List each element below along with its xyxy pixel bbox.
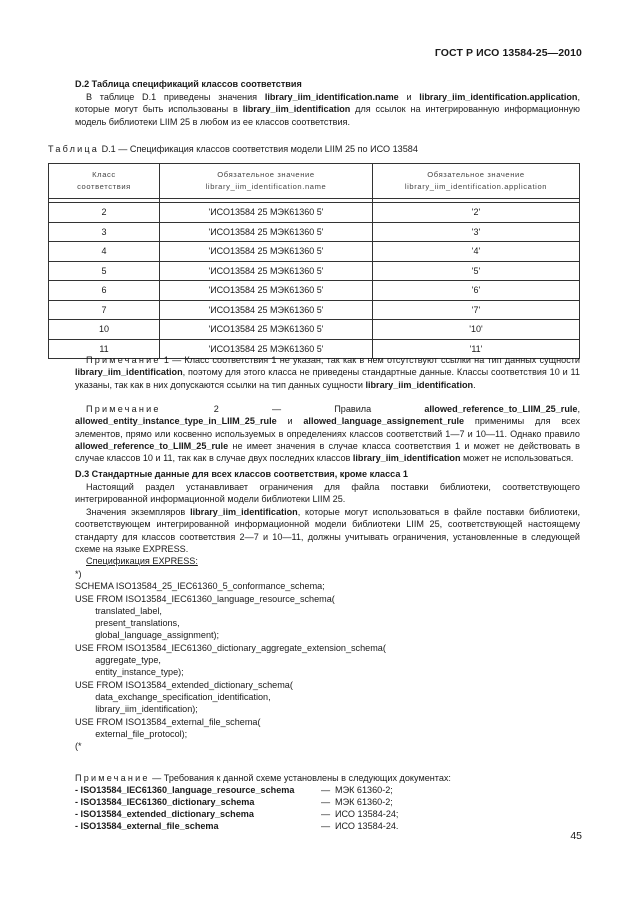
- schema-name: - ISO13584_IEC61360_dictionary_schema: [75, 797, 255, 808]
- schema-name: - ISO13584_IEC61360_language_resource_schema: [75, 785, 295, 796]
- note-1: [75, 354, 580, 391]
- section-d2-paragraph: [75, 91, 580, 128]
- section-d2-title: D.2 Таблица спецификаций классов соответствия: [75, 79, 302, 89]
- dash: —: [321, 797, 331, 808]
- standard-ref: МЭК 61360-2;: [335, 785, 393, 796]
- cell-class: 10: [49, 320, 160, 340]
- header-application: [373, 164, 580, 199]
- table-row: [49, 261, 580, 281]
- list-item: [75, 796, 451, 808]
- cell-application: '11': [373, 339, 580, 359]
- term: library_iim_identification: [242, 104, 351, 115]
- cell-class: 4: [49, 242, 160, 262]
- term: library_iim_identification: [75, 367, 183, 378]
- text: ,: [577, 404, 580, 414]
- table-row: [49, 242, 580, 262]
- table-row: [49, 300, 580, 320]
- text: — Требования к данной схеме установлены в следующих документах:: [149, 773, 451, 783]
- standard-ref: ИСО 13584-24.: [335, 821, 399, 832]
- header-line: Класс: [92, 170, 116, 179]
- term: allowed_entity_instance_type_in_LIIM_25_rule: [75, 416, 277, 427]
- caption-text: D.1 — Спецификация классов соответствия модели LIIM 25 по ИСО 13584: [99, 144, 418, 154]
- note-label: Примечание: [86, 404, 161, 414]
- conformance-class-table: [48, 163, 580, 359]
- term: library_iim_identification: [352, 453, 461, 464]
- header-line: Обязательное значение: [427, 170, 525, 179]
- text: не имеет значения в случае класса соответствия 1 и может не действовать в случае классов 10 и 11, так как в случае двух последних классов: [75, 440, 580, 464]
- standard-ref: МЭК 61360-2;: [335, 797, 393, 808]
- text: может не использоваться.: [460, 453, 574, 464]
- cell-class: 6: [49, 281, 160, 301]
- term: library_iim_identification.name: [264, 92, 399, 102]
- note-label: Примечание: [75, 773, 150, 783]
- list-item: [75, 820, 451, 832]
- header-class: [49, 164, 160, 199]
- schema-name: - ISO13584_extended_dictionary_schema: [75, 809, 254, 820]
- standard-ref: ИСО 13584-24;: [335, 809, 399, 820]
- header-line: library_iim_identification.application: [404, 182, 548, 191]
- express-spec-label: Спецификация EXPRESS:: [86, 556, 198, 566]
- text: и: [398, 92, 420, 102]
- term: allowed_reference_to_LIIM_25_rule: [424, 404, 578, 414]
- term: allowed_language_assignement_rule: [303, 416, 465, 427]
- header-line: library_iim_identification.name: [205, 182, 327, 191]
- term: allowed_reference_to_LIIM_25_rule: [75, 440, 229, 451]
- schema-name: - ISO13584_external_file_schema: [75, 821, 219, 832]
- term: library_iim_identification: [365, 379, 474, 390]
- dash: —: [321, 785, 331, 796]
- term: library_iim_identification.application: [419, 92, 578, 102]
- text: для ссылок на интегрированную информационную модель библиотеки LIIM 25 в любом из ее классов соответствия.: [75, 104, 580, 127]
- text: .: [473, 379, 476, 390]
- section-d3-paragraph-1: Настоящий раздел устанавливает ограничения для файла поставки библиотеки, соответствующего интегрированной информационной модели библиотеки LIIM 25.: [75, 482, 580, 505]
- cell-class: 7: [49, 300, 160, 320]
- table-row: [49, 320, 580, 340]
- table-row: [49, 222, 580, 242]
- cell-application: '6': [373, 281, 580, 301]
- page-number: 45: [570, 830, 582, 842]
- document-header: ГОСТ Р ИСО 13584-25—2010: [434, 47, 582, 59]
- list-item: [75, 808, 451, 820]
- header-line: соответствия: [77, 182, 131, 191]
- note-label: Примечание: [86, 355, 161, 365]
- text: , которые могут использоваться в файле поставки библиотеки, соответствующем интегрированной информационной модели библиотеки LIIM 25, соответствующей настоящему стандарту для классов соответствия 2—7 и 10—11, должны учитывать ограничения, установленные в следующей схеме на языке EXPRESS.: [75, 507, 581, 554]
- table-row: [49, 203, 580, 223]
- cell-application: '2': [373, 203, 580, 223]
- header-line: Обязательное значение: [217, 170, 315, 179]
- section-d3-title: D.3 Стандартные данные для всех классов соответствия, кроме класса 1: [75, 469, 408, 479]
- caption-prefix: Таблица: [48, 144, 100, 154]
- text: и: [276, 416, 304, 427]
- dash: —: [321, 821, 331, 832]
- docs-note-intro: [75, 772, 451, 784]
- text: Значения экземпляров: [86, 507, 191, 517]
- text: , поэтому для этого класса не приведены стандартные данные. Классы соответствия 10 и 11 указаны, так как в них допускаются ссылки на тип данных сущности: [75, 367, 580, 390]
- table-header-row: [49, 164, 580, 199]
- cell-application: '7': [373, 300, 580, 320]
- dash: —: [321, 809, 331, 820]
- cell-name: 'ИСО13584 25 МЭК61360 5': [160, 320, 373, 340]
- cell-name: 'ИСО13584 25 МЭК61360 5': [160, 339, 373, 359]
- cell-name: 'ИСО13584 25 МЭК61360 5': [160, 242, 373, 262]
- text: применимы для всех элементов, прямо или косвенно используемых в определениях классов соответствий 1—7 и 10—11. Однако правило: [75, 416, 580, 439]
- cell-class: 5: [49, 261, 160, 281]
- cell-name: 'ИСО13584 25 МЭК61360 5': [160, 300, 373, 320]
- header-name: [160, 164, 373, 199]
- schema-documents-note: [75, 772, 451, 832]
- table-caption: [48, 144, 418, 154]
- cell-name: 'ИСО13584 25 МЭК61360 5': [160, 281, 373, 301]
- cell-class: 3: [49, 222, 160, 242]
- text: 2 — Правила: [160, 404, 425, 414]
- express-code-block: *) SCHEMA ISO13584_25_IEC61360_5_conformance_schema; USE FROM ISO13584_IEC61360_language_resource_schema( translated_label, present_translations, global_language_assignment); USE FROM ISO13584_IEC61360_dictionary_aggregate_extension_schema( aggregate_type, entity_instance_type); USE FROM ISO13584_extended_dictionary_schema( data_exchange_specification_identification, library_iim_identification); USE FROM ISO13584_external_file_schema( external_file_protocol); (*: [75, 569, 386, 752]
- note-2: [75, 403, 580, 464]
- cell-class: 2: [49, 203, 160, 223]
- table-row: [49, 281, 580, 301]
- text: 1 — Класс соответствия 1 не указан, так как в нем отсутствуют ссылки на тип данных сущности: [160, 355, 580, 365]
- cell-name: 'ИСО13584 25 МЭК61360 5': [160, 261, 373, 281]
- cell-name: 'ИСО13584 25 МЭК61360 5': [160, 203, 373, 223]
- text: В таблице D.1 приведены значения: [86, 92, 265, 102]
- cell-application: '3': [373, 222, 580, 242]
- cell-application: '5': [373, 261, 580, 281]
- term: library_iim_identification: [190, 507, 298, 517]
- list-item: [75, 784, 451, 796]
- text: , которые могут быть использованы в: [75, 92, 580, 115]
- cell-name: 'ИСО13584 25 МЭК61360 5': [160, 222, 373, 242]
- cell-application: '10': [373, 320, 580, 340]
- section-d3-paragraph-2: [75, 506, 580, 555]
- cell-application: '4': [373, 242, 580, 262]
- cell-class: 11: [49, 339, 160, 359]
